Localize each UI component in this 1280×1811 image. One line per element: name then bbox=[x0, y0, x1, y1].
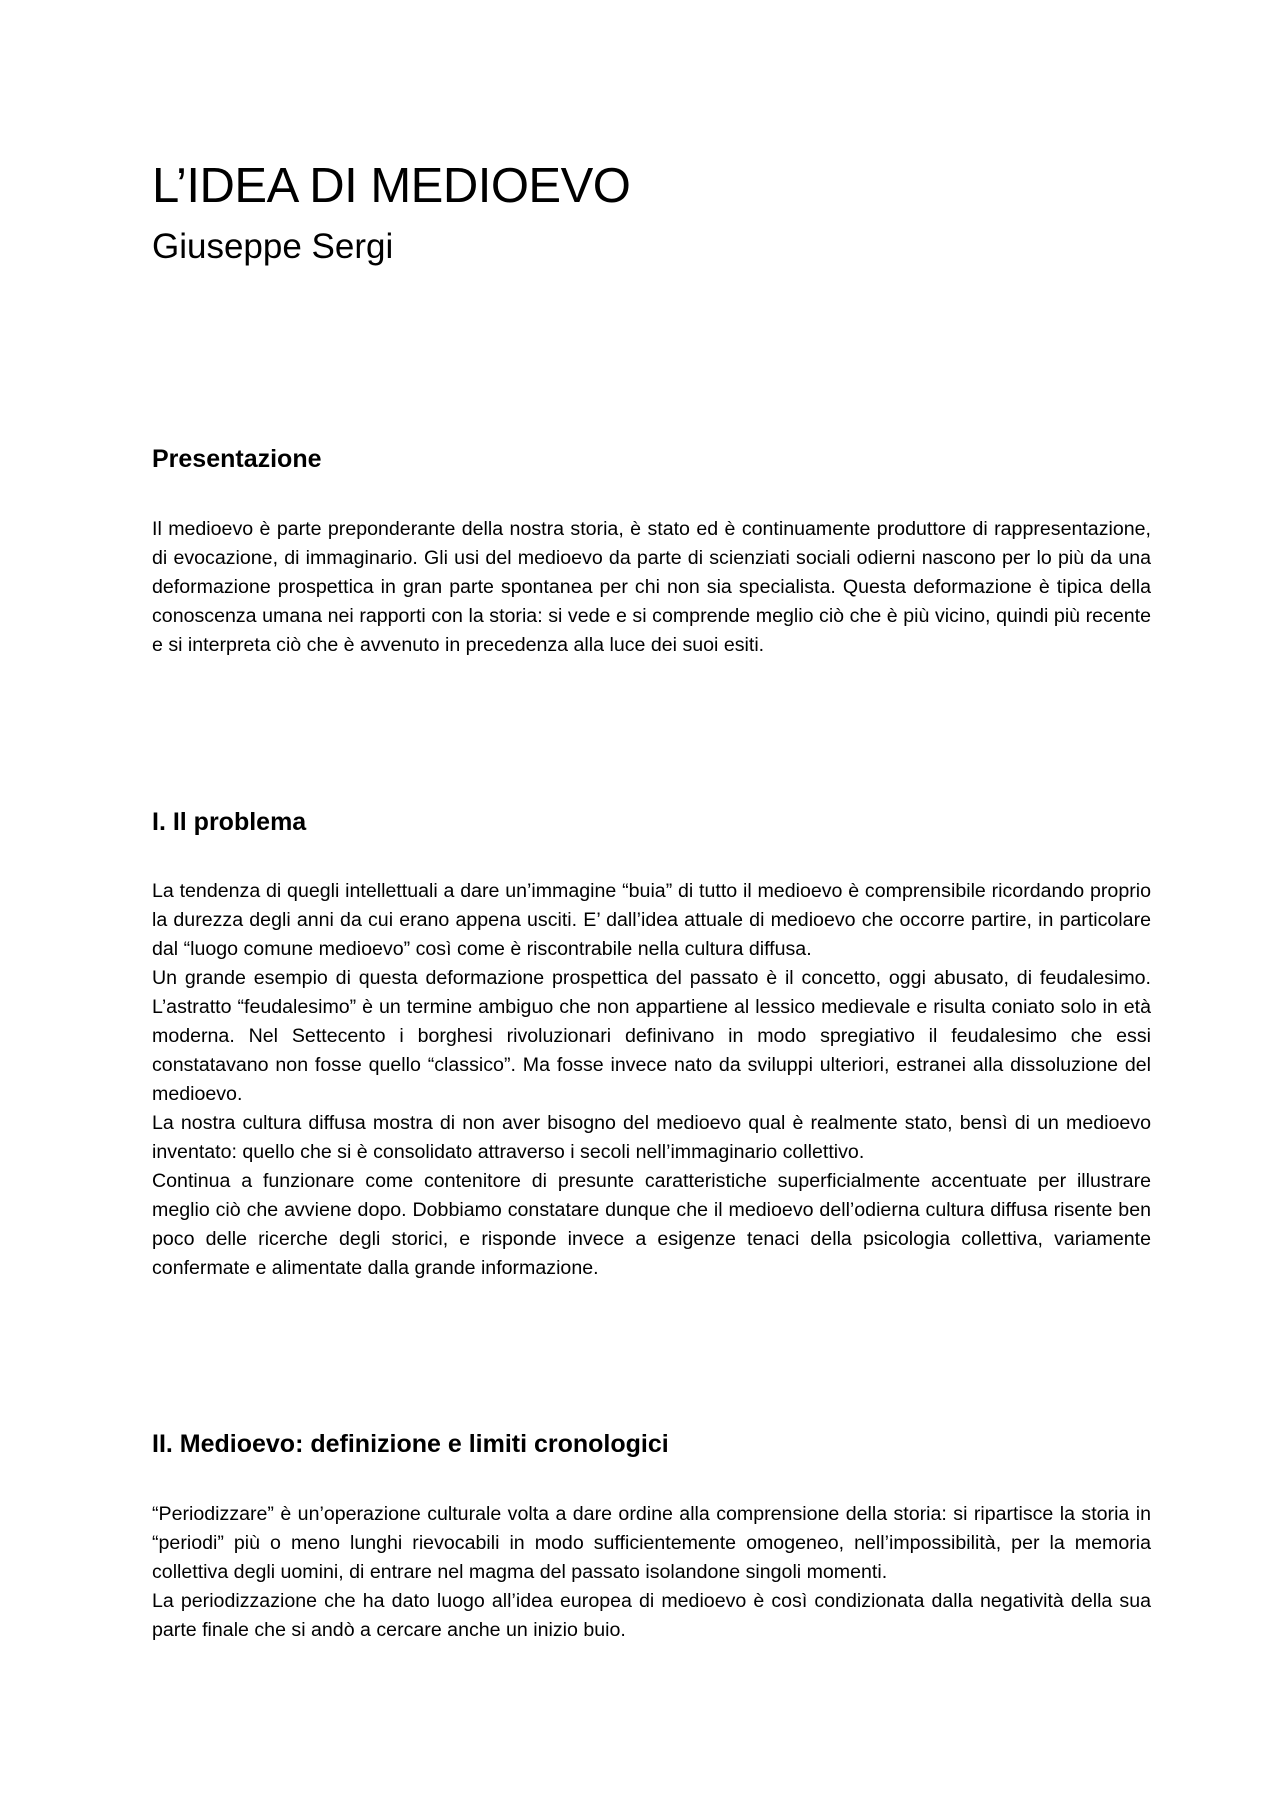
paragraph: La tendenza di quegli intellettuali a dare un’immagine “buia” di tutto il medioevo è comprensibile ricordando proprio la durezza degli anni da cui erano appena usciti. E’ dall’idea attuale di medioevo che occorre partire, in particolare dal “luogo comune medioevo” così come è riscontrabile nella cultura diffusa. bbox=[152, 880, 1151, 960]
document-title: L’IDEA DI MEDIOEVO bbox=[152, 159, 631, 213]
paragraph: La nostra cultura diffusa mostra di non aver bisogno del medioevo qual è realmente stato, bensì di un medioevo inventato: quello che si è consolidato attraverso i secoli nell’immaginario collettivo. bbox=[152, 1112, 1151, 1163]
paragraph: “Periodizzare” è un’operazione culturale volta a dare ordine alla comprensione della storia: si ripartisce la storia in “periodi” più o meno lunghi rievocabili in modo sufficientemente omogeneo, nell’impossibilità, per la memoria collettiva degli uomini, di entrare nel magma del passato isolandone singoli momenti. bbox=[152, 1503, 1151, 1583]
section-body-presentazione bbox=[152, 515, 1151, 660]
paragraph: Continua a funzionare come contenitore di presunte caratteristiche superficialmente accentuate per illustrare meglio ciò che avviene dopo. Dobbiamo constatare dunque che il medioevo dell’odierna cultura diffusa risente ben poco delle ricerche degli storici, e risponde invece a esigenze tenaci della psicologia collettiva, variamente confermate e alimentate dalla grande informazione. bbox=[152, 1170, 1151, 1279]
section-body-definizione-limiti bbox=[152, 1500, 1151, 1645]
section-body-il-problema bbox=[152, 877, 1151, 1283]
section-heading-presentazione: Presentazione bbox=[152, 445, 322, 473]
section-heading-definizione-limiti: II. Medioevo: definizione e limiti cronologici bbox=[152, 1430, 669, 1458]
paragraph: Il medioevo è parte preponderante della nostra storia, è stato ed è continuamente produttore di rappresentazione, di evocazione, di immaginario. Gli usi del medioevo da parte di scienziati sociali odierni nascono per lo più da una deformazione prospettica in gran parte spontanea per chi non sia specialista. Questa deformazione è tipica della conoscenza umana nei rapporti con la storia: si vede e si comprende meglio ciò che è più vicino, quindi più recente e si interpreta ciò che è avvenuto in precedenza alla luce dei suoi esiti. bbox=[152, 518, 1151, 656]
document-author: Giuseppe Sergi bbox=[152, 227, 394, 266]
paragraph: Un grande esempio di questa deformazione prospettica del passato è il concetto, oggi abusato, di feudalesimo. L’astratto “feudalesimo” è un termine ambiguo che non appartiene al lessico medievale e risulta coniato solo in età moderna. Nel Settecento i borghesi rivoluzionari definivano in modo spregiativo il feudalesimo che essi constatavano non fosse quello “classico”. Ma fosse invece nato da sviluppi ulteriori, estranei alla dissoluzione del medioevo. bbox=[152, 967, 1151, 1105]
paragraph: La periodizzazione che ha dato luogo all’idea europea di medioevo è così condizionata dalla negatività della sua parte finale che si andò a cercare anche un inizio buio. bbox=[152, 1590, 1151, 1641]
section-heading-il-problema: I. Il problema bbox=[152, 808, 307, 836]
